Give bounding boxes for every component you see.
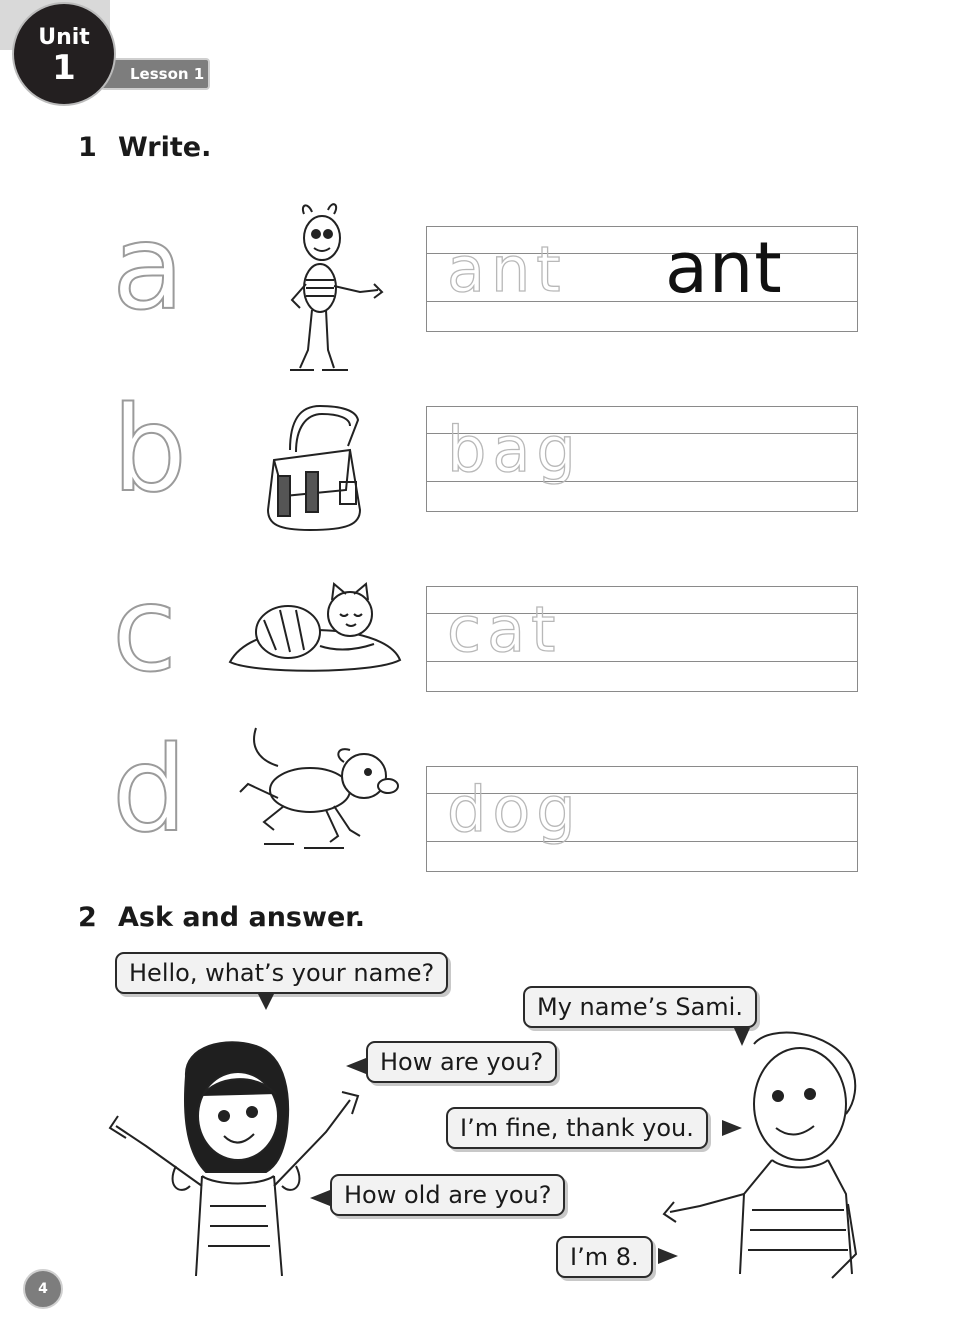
bubble-my-name: My name’s Sami.: [523, 986, 757, 1028]
bag-illustration: [260, 400, 370, 540]
unit-badge: [12, 2, 116, 106]
ant-illustration: [270, 200, 390, 380]
trace-letter-a: a: [112, 198, 185, 336]
trace-letter-b: b: [112, 380, 187, 518]
writing-lines-bag: [426, 406, 858, 512]
bubble-how-are-you: How are you?: [366, 1041, 557, 1083]
section-1-title: Write.: [118, 132, 212, 163]
trace-word-cat: cat: [447, 593, 562, 666]
bubble-my-name-tail: [734, 1028, 750, 1046]
bubble-im-fine: I’m fine, thank you.: [446, 1107, 708, 1149]
boy-illustration: [660, 1024, 860, 1286]
section-2-title: Ask and answer.: [118, 902, 365, 933]
bubble-how-old-tail: [310, 1190, 330, 1206]
trace-letter-c: c: [112, 560, 177, 698]
cat-illustration: [224, 580, 404, 680]
section-1-heading: [78, 132, 211, 164]
bubble-hello: Hello, what’s your name?: [115, 952, 448, 994]
model-word-ant: ant: [665, 227, 783, 309]
bubble-im-8-tail: [658, 1248, 678, 1264]
section-1-number: 1: [78, 132, 97, 163]
unit-number: 1: [52, 48, 76, 88]
trace-word-bag: bag: [447, 413, 582, 486]
girl-illustration: [106, 1036, 376, 1276]
bubble-hello-tail: [258, 994, 274, 1010]
bubble-how-are-you-tail: [346, 1058, 366, 1074]
writing-lines-ant: [426, 226, 858, 332]
writing-lines-dog: [426, 766, 858, 872]
bubble-im-fine-tail: [722, 1120, 742, 1136]
page-number: 4: [23, 1269, 63, 1309]
unit-label: Unit: [38, 25, 90, 50]
writing-lines-cat: [426, 586, 858, 692]
dog-illustration: [234, 726, 404, 856]
section-2-number: 2: [78, 902, 97, 933]
trace-letter-d: d: [112, 720, 187, 858]
trace-word-ant: ant: [447, 233, 567, 306]
lesson-badge: Lesson 1: [100, 58, 210, 90]
section-2-heading: [78, 902, 365, 934]
trace-word-dog: dog: [447, 773, 582, 846]
bubble-im-8: I’m 8.: [556, 1236, 653, 1278]
bubble-how-old: How old are you?: [330, 1174, 565, 1216]
